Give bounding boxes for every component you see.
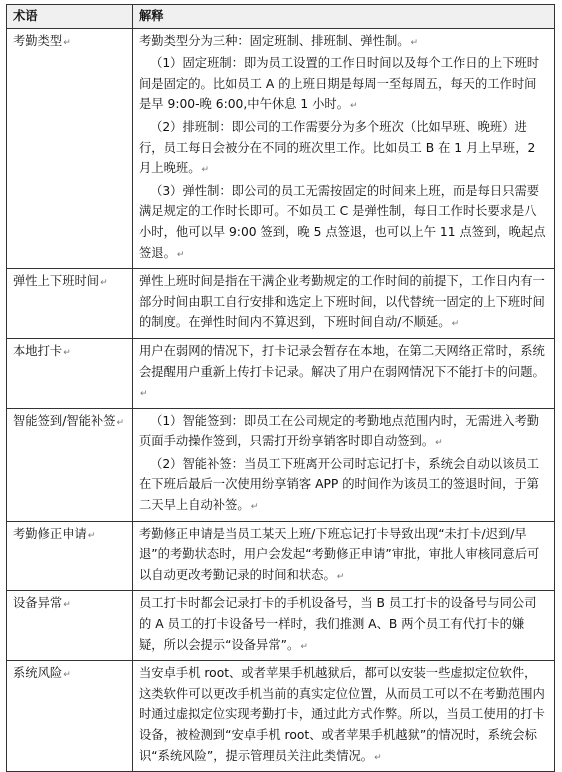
term-text: 设备异常 — [13, 596, 63, 611]
explanation-cell — [133, 661, 555, 772]
paragraph-mark: ↵ — [300, 641, 308, 652]
term-text: 本地打卡 — [13, 343, 63, 358]
explanation-paragraph: （3）弹性制：即公司的员工无需按固定的时间来上班，而是每日只需要满足规定的工作时长即可。不如员工 C 是弹性制，每日工作时长要求是八小时，他可以早 9:00 签到，晚 5 点签退，也可以上午 11 点签到，晚起点签退。↵ — [139, 183, 546, 260]
paragraph-mark: ↵ — [63, 670, 71, 681]
explanation-paragraph: （2）智能补签：当员工下班离开公司时忘记打卡，系统会自动以该员工在下班后最后一次使用纷享销客 APP 的时间作为该员工的签退时间，于第二天早上自动补签。↵ — [139, 456, 540, 513]
term-text: 系统风险 — [13, 666, 63, 681]
paragraph-mark: ↵ — [116, 417, 125, 428]
table-row — [7, 269, 555, 339]
explanation-paragraph: 用户在弱网的情况下，打卡记录会暂存在本地，在第二天网络正常时，系统会提醒用户重新上传打卡记录。解决了用户在弱网情况下不能打卡的问题。↵ — [139, 343, 545, 400]
glossary-table — [6, 4, 555, 772]
term-cell — [7, 661, 133, 772]
paragraph-mark: ↵ — [350, 101, 358, 112]
explanation-paragraph: （2）排班制：即公司的工作需要分为多个班次（比如早班、晚班）进行，员工每日会被分在不同的班次里工作。比如员工 B 在 1 月上早班，2 月上晚班。↵ — [139, 119, 536, 176]
header-term: 术语 — [7, 5, 133, 29]
paragraph-mark: ↵ — [87, 530, 96, 541]
paragraph-mark: ↵ — [201, 165, 210, 176]
term-cell — [7, 269, 133, 339]
table-row — [7, 408, 555, 521]
explanation-paragraph: 当安卓手机 root、或者苹果手机越狱后，都可以安装一些虚拟定位软件，这类软件可以更改手机当前的真实定位位置，从而员工可以不在考勤范围内时通过虚拟定位实现考勤打卡，通过此方式作弊。所以，当员工使用的打卡设备，被检测到“安卓手机 root、或者苹果手机越狱”的情况时，系统会标识“系统风险”，提示管理员关注此类情况。↵ — [139, 666, 545, 763]
paragraph-mark: ↵ — [374, 752, 382, 763]
explanation-cell — [133, 338, 555, 408]
explanation-paragraph: 弹性上班时间是指在干满企业考勤规定的工作时间的前提下，工作日内有一部分时间由职工自行安排和选定上下班时间，以代替统一固定的上下班时间的制度。在弹性时间内不算迟到，下班时间自动/不顺延。↵ — [139, 274, 545, 330]
explanation-cell — [133, 591, 555, 661]
term-cell — [7, 338, 133, 408]
paragraph-mark: ↵ — [140, 389, 148, 400]
table-row — [7, 521, 555, 591]
explanation-cell — [133, 28, 555, 269]
paragraph-mark: ↵ — [63, 347, 71, 358]
header-explanation: 解释 — [133, 5, 555, 29]
explanation-paragraph: 考勤修正申请是当员工某天上班/下班忘记打卡导致出现“未打卡/迟到/早退”的考勤状态时，用户会发起“考勤修正申请”审批，审批人审核同意后可以自动更改考勤记录的时间和状态。↵ — [139, 526, 540, 582]
table-header-row — [7, 5, 555, 29]
explanation-paragraph: 考勤类型分为三种：固定班制、排班制、弹性制。↵ — [139, 33, 419, 48]
paragraph-mark: ↵ — [336, 571, 345, 582]
paragraph-mark: ↵ — [410, 37, 419, 48]
explanation-paragraph: （1）智能签到：即员工在公司规定的考勤地点范围内时，无需进入考勤页面手动操作签到，只需打开纷享销客时即自动签到。↵ — [139, 413, 540, 449]
paragraph-mark: ↵ — [63, 37, 71, 48]
term-text: 考勤修正申请 — [13, 526, 87, 541]
explanation-cell — [133, 269, 555, 339]
term-text: 考勤类型 — [13, 33, 63, 48]
paragraph-mark: ↵ — [451, 319, 460, 330]
explanation-paragraph: （1）固定班制：即为员工设置的工作日时间以及每个工作日的上下班时间是固定的。比如员工 A 的上班日期是每周一至每周五，每天的工作时间是早 9:00-晚 6:00,中午休息 1 小时。↵ — [139, 56, 540, 112]
table-row — [7, 591, 555, 661]
explanation-cell — [133, 408, 555, 521]
term-text: 智能签到/智能补签 — [13, 413, 116, 428]
explanation-paragraph: 员工打卡时都会记录打卡的手机设备号，当 B 员工打卡的设备号与同公司的 A 员工的打卡设备号一样时，我们推测 A、B 两个员工有代打卡的嫌疑，所以会提示“设备异常”。↵ — [139, 596, 537, 652]
table-row — [7, 338, 555, 408]
explanation-cell — [133, 521, 555, 591]
term-cell — [7, 591, 133, 661]
paragraph-mark: ↵ — [63, 600, 71, 611]
term-text: 弹性上下班时间 — [13, 274, 100, 289]
paragraph-mark: ↵ — [100, 278, 108, 289]
term-cell — [7, 521, 133, 591]
table-row — [7, 661, 555, 772]
paragraph-mark: ↵ — [176, 249, 185, 260]
table-row — [7, 28, 555, 269]
term-cell — [7, 408, 133, 521]
paragraph-mark: ↵ — [435, 438, 443, 449]
paragraph-mark: ↵ — [250, 502, 259, 513]
term-cell — [7, 28, 133, 269]
